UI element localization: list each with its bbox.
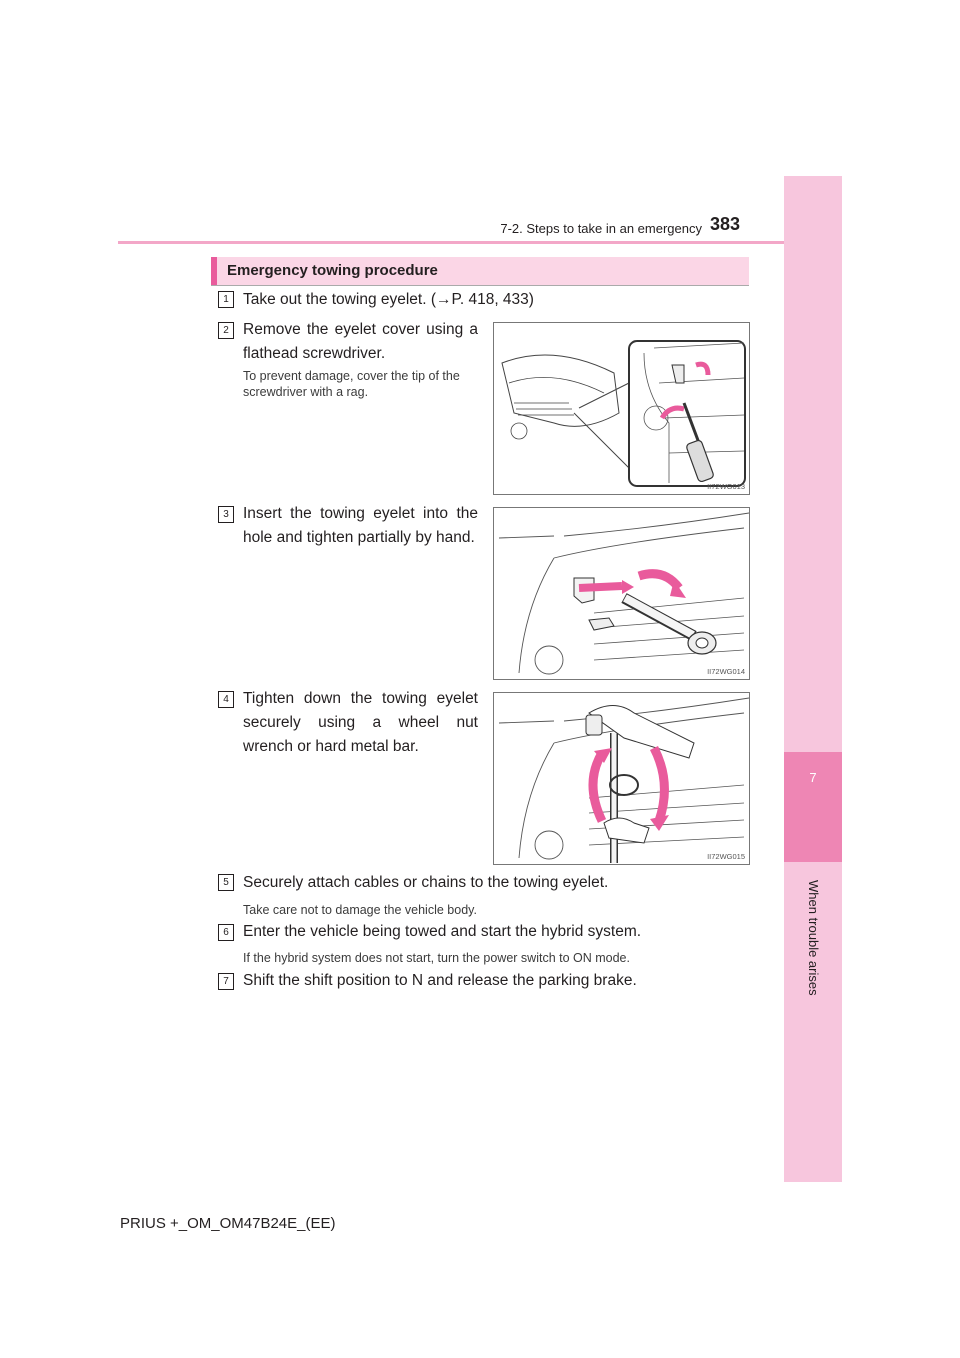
step-7-text: Shift the shift position to N and release the parking brake. [243,972,637,989]
step-2-note: To prevent damage, cover the tip of the screwdriver with a rag. [243,369,460,399]
step-number-5: 5 [218,874,234,891]
step-2-text: Remove the eyelet cover using a flathead screwdriver. [243,321,478,362]
step-5-note: Take care not to damage the vehicle body. [243,903,477,917]
page-number: 383 [710,214,741,234]
chapter-title-vertical: When trouble arises [806,880,821,996]
document-footer: PRIUS +_OM_OM47B24E_(EE) [120,1215,336,1232]
eyelet-cover-illustration [494,323,750,495]
chapter-number-tab: 7 [784,752,842,862]
step-number-3: 3 [218,506,234,523]
towing-eyelet-illustration [494,508,750,680]
figure-remove-cover [493,322,750,495]
figure-insert-eyelet [493,507,750,680]
figure-tighten-eyelet [493,692,750,865]
step-6-text: Enter the vehicle being towed and start the hybrid system. [243,923,642,940]
wheel-nut-wrench-illustration [494,693,750,865]
step-number-2: 2 [218,322,234,339]
step-number-7: 7 [218,973,234,990]
figure-code: II72WG013 [707,482,745,491]
header-rule [118,241,784,244]
step-3-text: Insert the towing eyelet into the hole and tighten partially by hand. [243,505,478,546]
step-4-text: Tighten down the towing eyelet securely using a wheel nut wrench or hard metal bar. [243,690,478,755]
step-5-text: Securely attach cables or chains to the towing eyelet. [243,874,609,891]
step-6-note: If the hybrid system does not start, turn the power switch to ON mode. [243,951,630,965]
figure-code: II72WG014 [707,667,745,676]
step-number-6: 6 [218,924,234,941]
heading-divider [211,285,749,286]
step-1-text: Take out the towing eyelet. (→P. 418, 433) [243,291,534,308]
step-number-4: 4 [218,691,234,708]
step-number-1: 1 [218,291,234,308]
figure-code: II72WG015 [707,852,745,861]
section-heading: Emergency towing procedure [211,257,749,285]
section-title: 7-2. Steps to take in an emergency [500,221,702,236]
chapter-side-tab [784,176,842,1182]
